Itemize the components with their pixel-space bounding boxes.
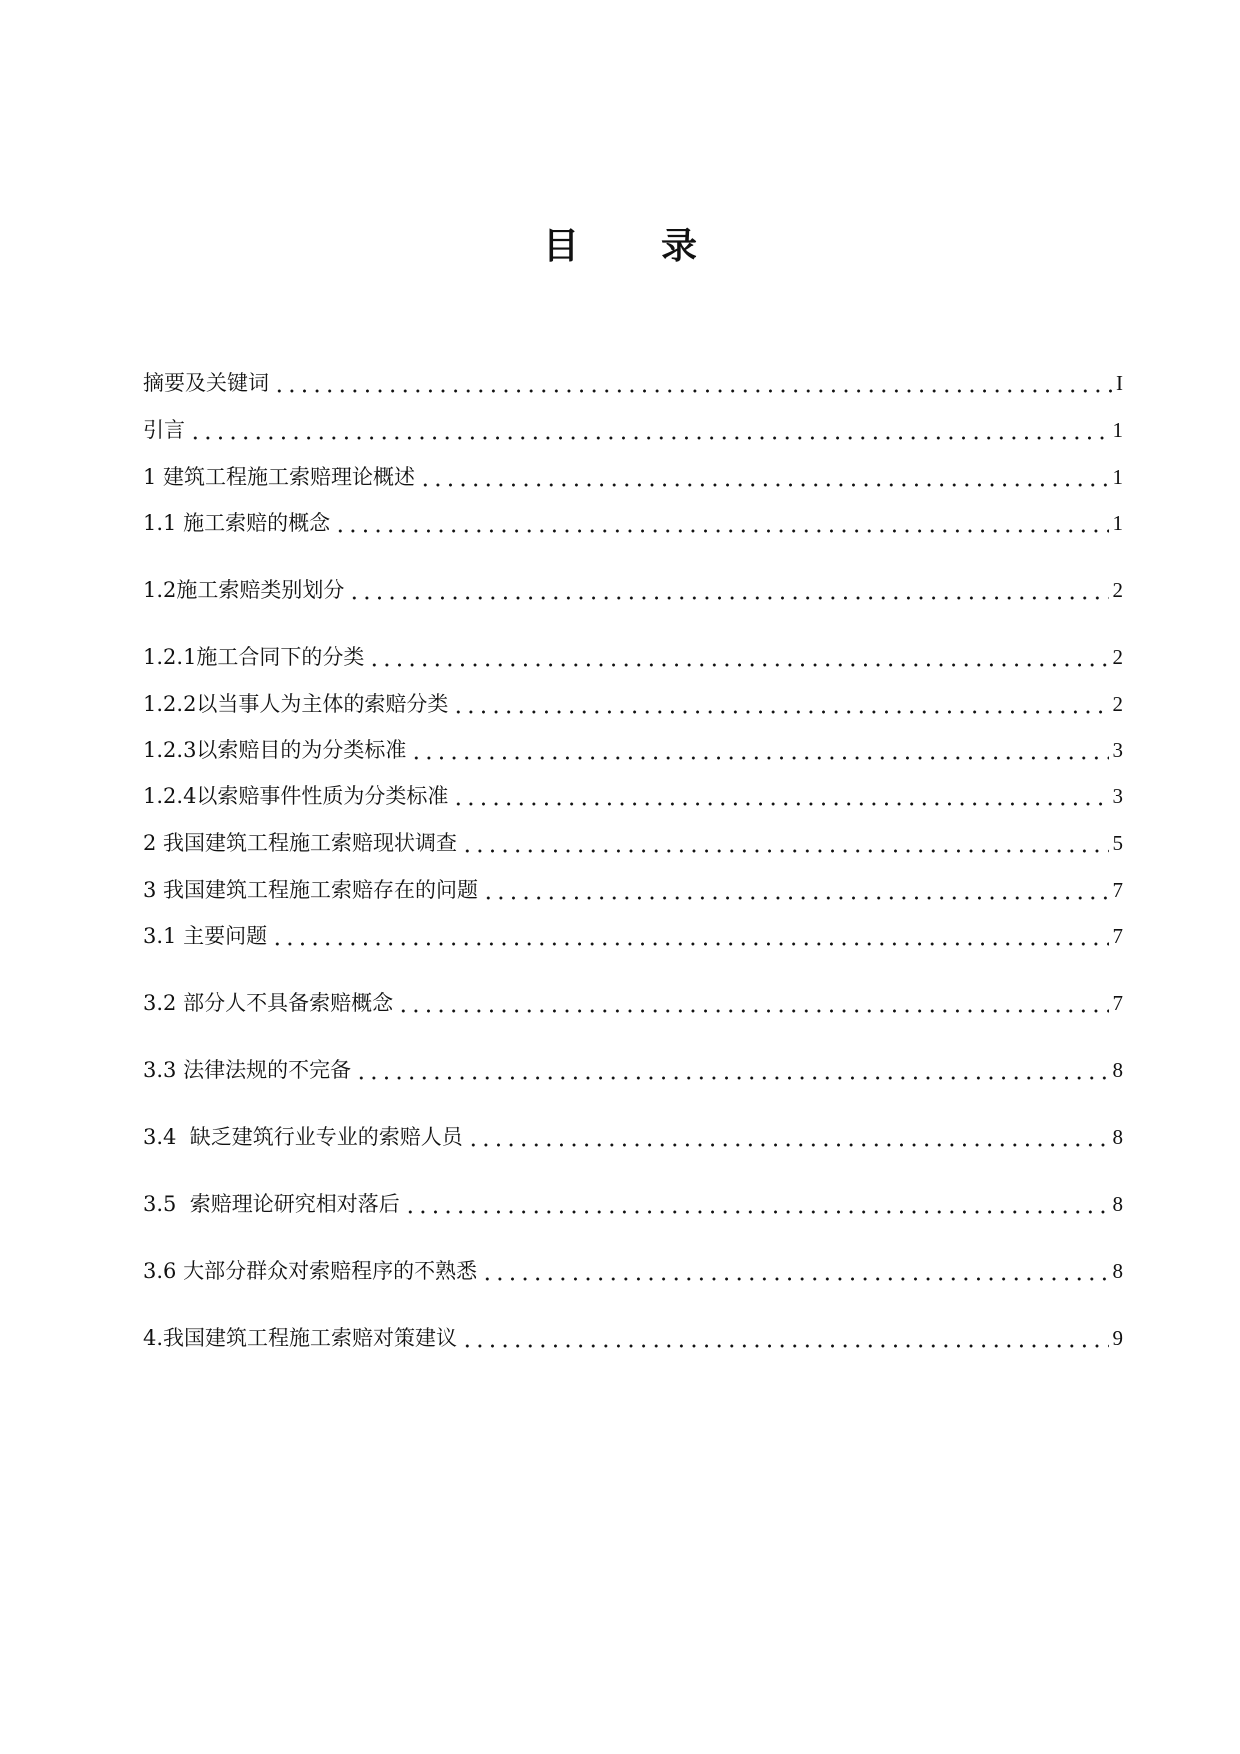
dot-leader (189, 415, 1109, 445)
toc-entry-page: 1 (1112, 418, 1123, 442)
toc-entry-label: 3.6 大部分群众对索赔程序的不熟悉 (143, 1259, 478, 1283)
dot-leader (410, 735, 1108, 765)
toc-entry-page: 1 (1112, 465, 1123, 489)
toc-entry-page: 2 (1112, 692, 1123, 716)
toc-entry[interactable] (143, 1122, 1123, 1152)
dot-leader (348, 575, 1108, 605)
toc-entry-page: 5 (1112, 831, 1123, 855)
toc-entry-page: 8 (1112, 1192, 1123, 1216)
toc-entry-page: 2 (1112, 645, 1123, 669)
toc-entry-page: I (1116, 371, 1123, 395)
dot-leader (355, 1055, 1108, 1085)
toc-entry[interactable] (143, 368, 1123, 398)
toc-entry-label: 3.4 缺乏建筑行业专业的索赔人员 (143, 1125, 463, 1149)
toc-entry-label: 3.1 主要问题 (143, 924, 268, 948)
toc-entry-label: 1.1 施工索赔的概念 (143, 511, 331, 535)
toc-entry-label: 1.2施工索赔类别划分 (143, 578, 345, 602)
dot-leader (461, 828, 1108, 858)
title-char-2: 录 (661, 225, 698, 267)
title-char-1: 目 (542, 225, 579, 267)
toc-entry-page: 8 (1112, 1125, 1123, 1149)
dot-leader (368, 642, 1108, 672)
toc-entry-page: 1 (1112, 511, 1123, 535)
toc-entry-page: 8 (1112, 1259, 1123, 1283)
dot-leader (334, 508, 1108, 538)
toc-entry-label: 3.3 法律法规的不完备 (143, 1058, 352, 1082)
toc-entry[interactable] (143, 462, 1123, 492)
dot-leader (452, 689, 1108, 719)
toc-entry-label: 摘要及关键词 (143, 371, 269, 395)
toc-entry[interactable] (143, 508, 1123, 538)
dot-leader (271, 921, 1108, 951)
toc-entry-label: 引言 (143, 418, 185, 442)
toc-entry[interactable] (143, 781, 1123, 811)
toc-entry[interactable] (143, 415, 1123, 445)
toc-entry-label: 1 建筑工程施工索赔理论概述 (143, 465, 416, 489)
toc-entry[interactable] (143, 735, 1123, 765)
toc-entry-page: 7 (1112, 878, 1123, 902)
toc-entry[interactable] (143, 1055, 1123, 1085)
dot-leader (419, 462, 1108, 492)
toc-entry-label: 1.2.1施工合同下的分类 (143, 645, 365, 669)
toc-entry[interactable] (143, 828, 1123, 858)
toc-entry-label: 4.我国建筑工程施工索赔对策建议 (143, 1326, 458, 1350)
dot-leader (482, 875, 1108, 905)
dot-leader (404, 1189, 1109, 1219)
toc-entry-label: 3.5 索赔理论研究相对落后 (143, 1192, 400, 1216)
dot-leader (397, 988, 1108, 1018)
toc-entry[interactable] (143, 1323, 1123, 1353)
toc-entry[interactable] (143, 642, 1123, 672)
page-title (0, 218, 1240, 269)
toc-entry-page: 7 (1112, 991, 1123, 1015)
dot-leader (273, 368, 1112, 398)
toc-entry-page: 8 (1112, 1058, 1123, 1082)
dot-leader (461, 1323, 1108, 1353)
toc-entry-label: 1.2.3以索赔目的为分类标准 (143, 738, 407, 762)
toc-entry-label: 1.2.4以索赔事件性质为分类标准 (143, 784, 449, 808)
toc-entry-page: 9 (1112, 1326, 1123, 1350)
toc-entry[interactable] (143, 988, 1123, 1018)
toc-entry[interactable] (143, 921, 1123, 951)
dot-leader (467, 1122, 1109, 1152)
toc-entry-page: 3 (1112, 738, 1123, 762)
toc-entry[interactable] (143, 575, 1123, 605)
toc-entry[interactable] (143, 689, 1123, 719)
toc-entry-label: 3.2 部分人不具备索赔概念 (143, 991, 394, 1015)
toc-entry[interactable] (143, 1189, 1123, 1219)
toc-entry-page: 2 (1112, 578, 1123, 602)
toc-entry-label: 2 我国建筑工程施工索赔现状调查 (143, 831, 458, 855)
toc-entry-page: 3 (1112, 784, 1123, 808)
dot-leader (452, 781, 1108, 811)
toc-entry[interactable] (143, 1256, 1123, 1286)
toc-entry[interactable] (143, 875, 1123, 905)
toc-entry-page: 7 (1112, 924, 1123, 948)
dot-leader (481, 1256, 1108, 1286)
toc-entry-label: 3 我国建筑工程施工索赔存在的问题 (143, 878, 479, 902)
toc-entry-label: 1.2.2以当事人为主体的索赔分类 (143, 692, 449, 716)
